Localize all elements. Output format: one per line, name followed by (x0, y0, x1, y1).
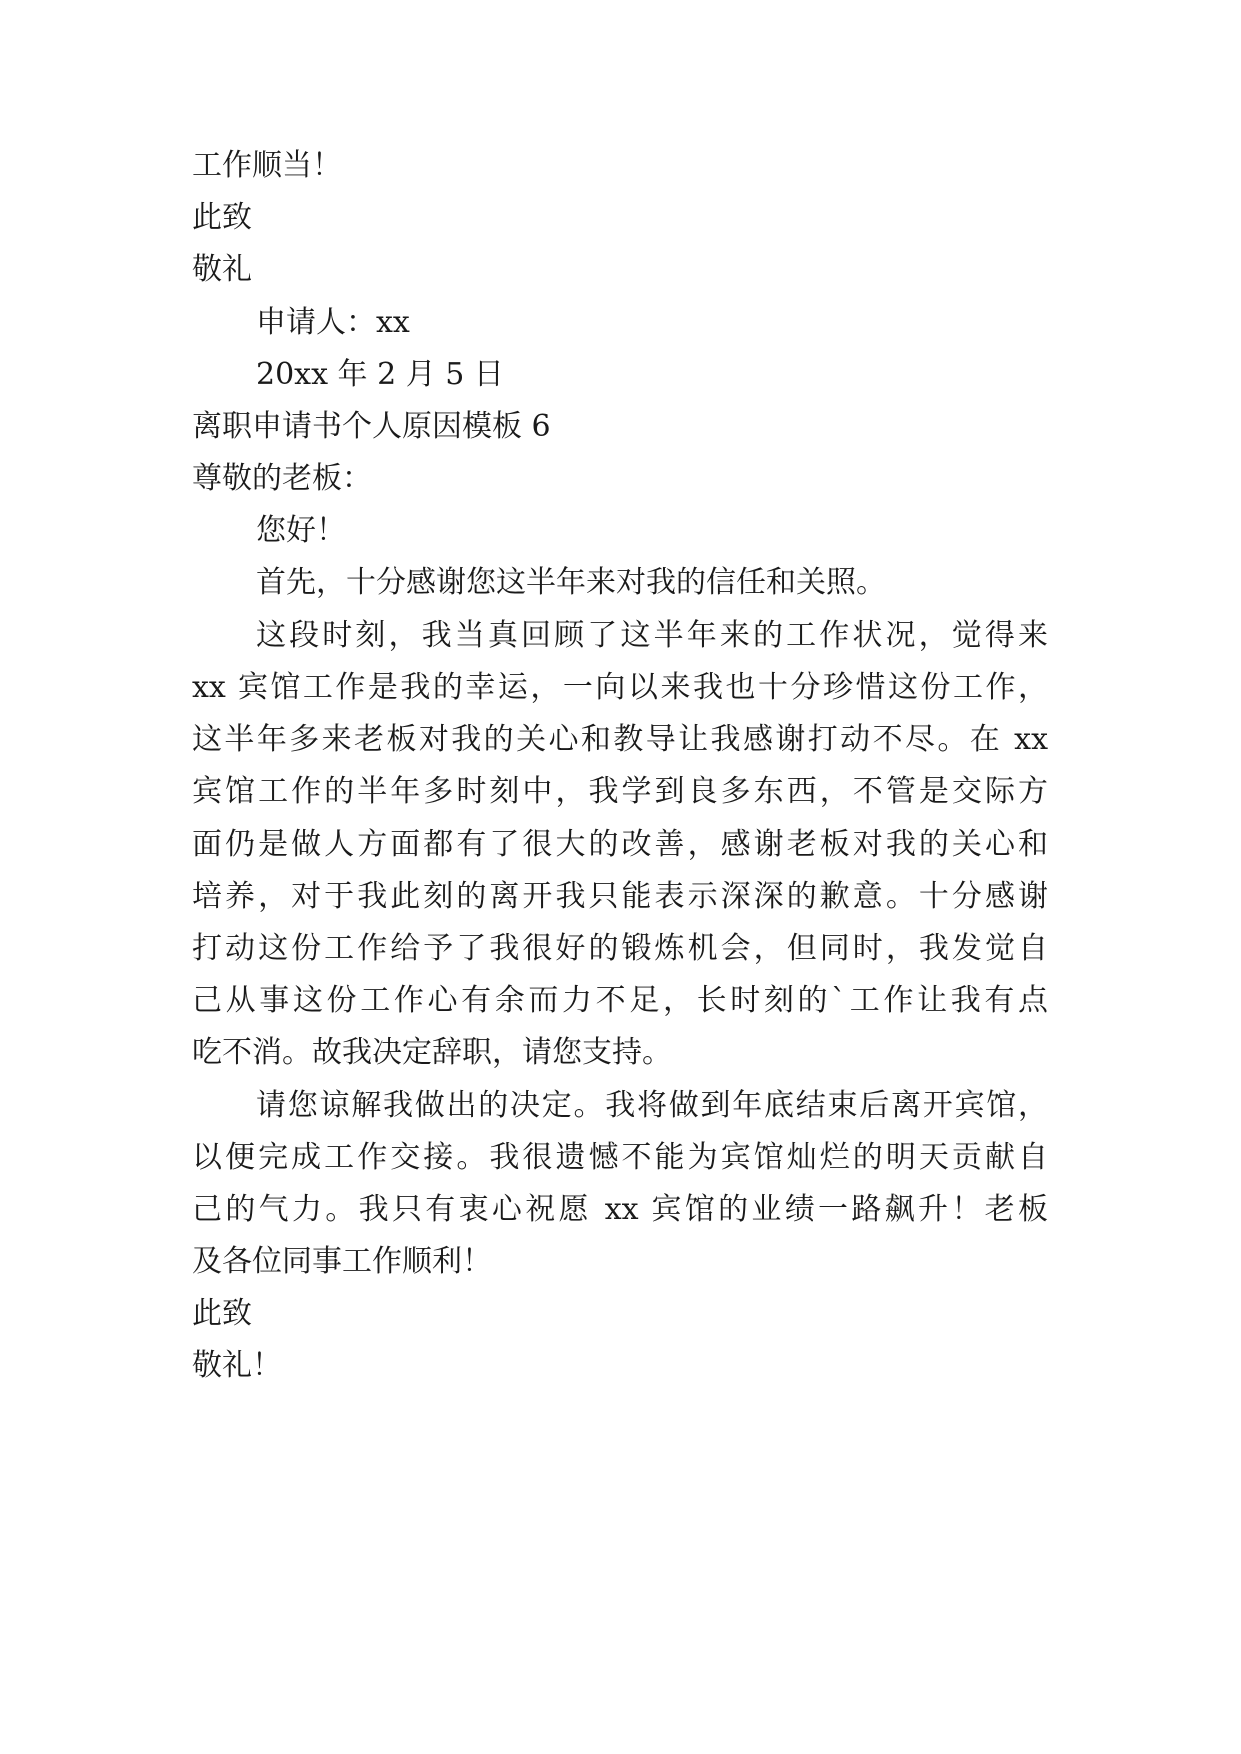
closing-wish: 工作顺当！ (192, 148, 342, 183)
paragraph-2-line: 吃不消。故我决定辞职，请您支持。 (192, 1035, 672, 1070)
paragraph-2-line: xx 宾馆工作是我的幸运，一向以来我也十分珍惜这份工作， (192, 670, 1048, 705)
paragraph-2-line: 己从事这份工作心有余而力不足，长时刻的`工作让我有点 (192, 983, 1048, 1018)
closing-salutation: 此致 (192, 200, 252, 235)
paragraph-2-line: 面仍是做人方面都有了很大的改善，感谢老板对我的关心和 (192, 827, 1048, 862)
paragraph-3-line: 以便完成工作交接。我很遗憾不能为宾馆灿烂的明天贡献自 (192, 1140, 1048, 1175)
section-title: 离职申请书个人原因模板 6 (192, 409, 551, 444)
paragraph-2-line: 宾馆工作的半年多时刻中，我学到良多东西，不管是交际方 (192, 774, 1048, 809)
closing-respect: 敬礼 (192, 252, 252, 287)
paragraph-3-line: 及各位同事工作顺利！ (192, 1244, 492, 1279)
paragraph-2-line: 这段时刻，我当真回顾了这半年来的工作状况，觉得来 (256, 618, 1048, 653)
paragraph-3-line: 请您谅解我做出的决定。我将做到年底结束后离开宾馆， (256, 1088, 1048, 1123)
letter-greeting: 您好！ (256, 513, 346, 548)
signature-date: 20xx 年 2 月 5 日 (256, 357, 504, 392)
paragraph-2-line: 培养，对于我此刻的离开我只能表示深深的歉意。十分感谢 (192, 879, 1048, 914)
paragraph-2-line: 这半年多来老板对我的关心和教导让我感谢打动不尽。在 xx (192, 722, 1048, 757)
letter-salutation: 此致 (192, 1296, 252, 1331)
letter-addressee: 尊敬的老板： (192, 461, 372, 496)
paragraph-2-line: 打动这份工作给予了我很好的锻炼机会，但同时，我发觉自 (192, 931, 1048, 966)
letter-respect: 敬礼！ (192, 1348, 282, 1383)
paragraph-1: 首先，十分感谢您这半年来对我的信任和关照。 (256, 565, 886, 600)
signature-applicant: 申请人：xx (256, 305, 410, 340)
paragraph-3-line: 己的气力。我只有衷心祝愿 xx 宾馆的业绩一路飙升！老板 (192, 1192, 1048, 1227)
